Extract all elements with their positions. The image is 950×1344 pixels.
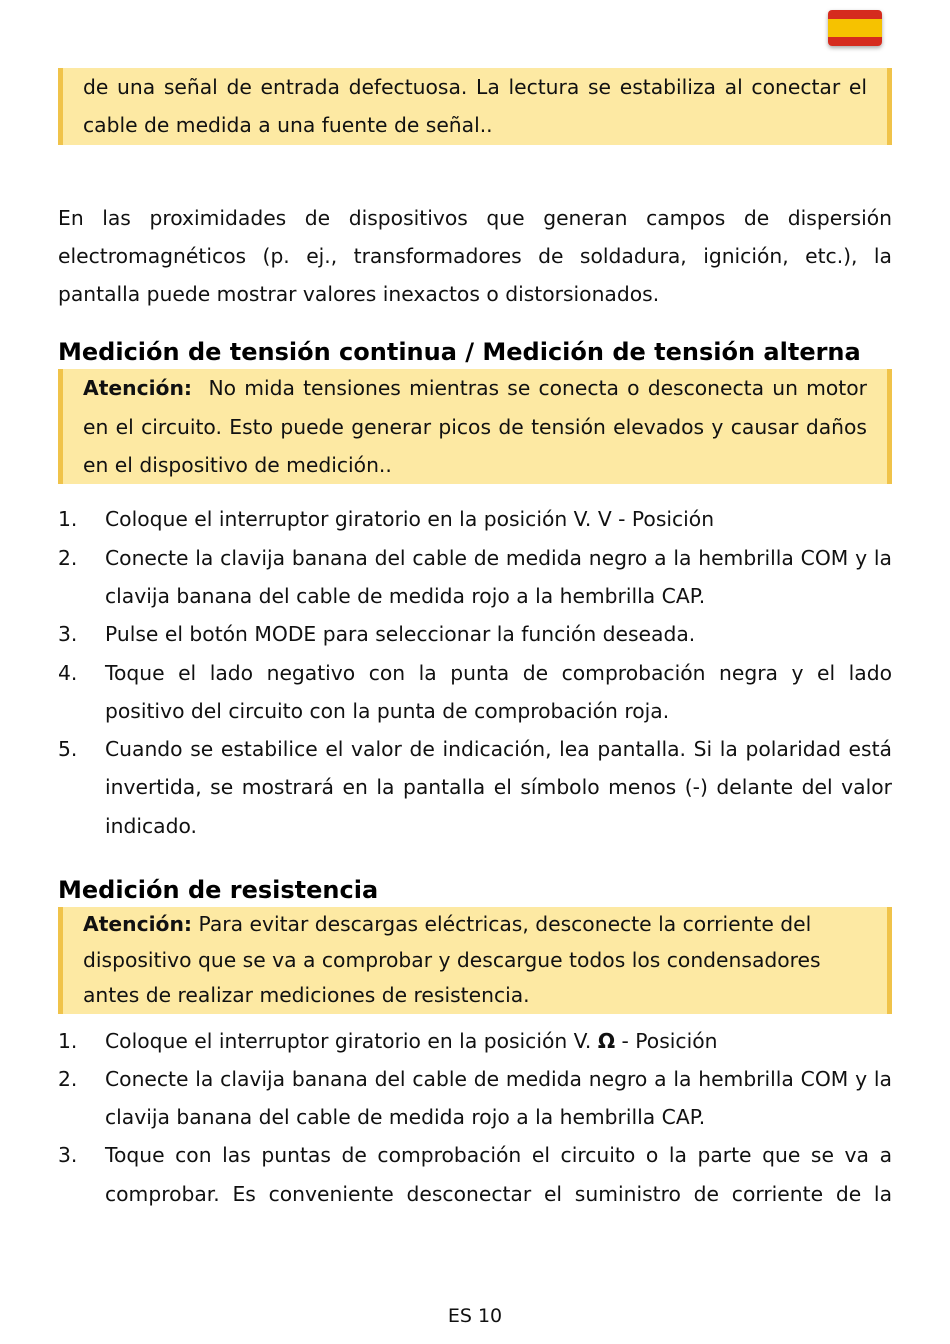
list-item bbox=[58, 500, 892, 538]
notice-voltage-text: No mida tensiones mientras se conecta o desconecta un motor en el circuito. Esto puede generar picos de tensión elevados y causar daños en el dispositivo de medición.. bbox=[83, 376, 867, 478]
ohm-symbol: Ω bbox=[597, 1028, 616, 1053]
notice-label: Atención: bbox=[83, 376, 193, 401]
step-number: 4. bbox=[58, 660, 78, 685]
page-number: ES 10 bbox=[447, 1305, 503, 1327]
list-item bbox=[58, 1136, 892, 1213]
step-number: 1. bbox=[58, 1028, 78, 1053]
list-item bbox=[58, 1022, 892, 1060]
intro-paragraph: En las proximidades de dispositivos que generan campos de dispersión electromagnéticos (p. ej., transformadores de soldadura, ignición, etc.), la pantalla puede mostrar valores inexactos o distorsionados. bbox=[58, 205, 892, 307]
step-number: 2. bbox=[58, 545, 78, 570]
step-number: 5. bbox=[58, 737, 78, 762]
step-number: 2. bbox=[58, 1066, 78, 1091]
page-content bbox=[58, 68, 892, 1213]
notice-label: Atención: bbox=[83, 912, 193, 937]
list-item bbox=[58, 615, 892, 653]
list-item bbox=[58, 539, 892, 616]
step-text: Toque con las puntas de comprobación el circuito o la parte que se va a comprobar. Es conveniente desconectar el suministro de corriente de la bbox=[105, 1143, 892, 1206]
step-text: Cuando se estabilice el valor de indicación, lea pantalla. Si la polaridad está invertida, se mostrará en la pantalla el símbolo menos (-) delante del valor indicado. bbox=[105, 737, 892, 838]
step-text: Pulse el botón MODE para seleccionar la función deseada. bbox=[105, 622, 696, 647]
step-text: Coloque el interruptor giratorio en la posición V. bbox=[105, 1028, 592, 1053]
heading-resistance-measurement: Medición de resistencia bbox=[58, 876, 379, 905]
step-number: 3. bbox=[58, 622, 78, 647]
step-text-suffix: - Posición bbox=[621, 1028, 718, 1053]
notice-box-top bbox=[58, 68, 892, 145]
resistance-steps-list bbox=[58, 1022, 892, 1213]
step-text: Coloque el interruptor giratorio en la posición V. V - Posición bbox=[105, 507, 715, 532]
notice-box-resistance bbox=[58, 907, 892, 1014]
heading-voltage-measurement: Medición de tensión continua / Medición de tensión alterna bbox=[58, 338, 861, 367]
list-item bbox=[58, 730, 892, 845]
step-number: 3. bbox=[58, 1143, 78, 1168]
notice-box-voltage bbox=[58, 369, 892, 484]
list-item bbox=[58, 1060, 892, 1137]
step-text: Toque el lado negativo con la punta de comprobación negra y el lado positivo del circuito con la punta de comprobación roja. bbox=[105, 660, 892, 723]
spain-flag-icon bbox=[828, 10, 882, 46]
list-item bbox=[58, 654, 892, 731]
voltage-steps-list bbox=[58, 500, 892, 845]
notice-top-text: de una señal de entrada defectuosa. La lectura se estabiliza al conectar el cable de medida a una fuente de señal.. bbox=[83, 75, 867, 138]
step-number: 1. bbox=[58, 507, 78, 532]
step-text: Conecte la clavija banana del cable de medida negro a la hembrilla COM y la clavija banana del cable de medida rojo a la hembrilla CAP. bbox=[105, 1066, 892, 1130]
notice-resistance-text: Para evitar descargas eléctricas, desconecte la corriente del dispositivo que se va a comprobar y descargue todos los condensadores antes de realizar mediciones de resistencia. bbox=[83, 912, 821, 1008]
step-text: Conecte la clavija banana del cable de medida negro a la hembrilla COM y la clavija banana del cable de medida rojo a la hembrilla CAP. bbox=[105, 545, 892, 608]
